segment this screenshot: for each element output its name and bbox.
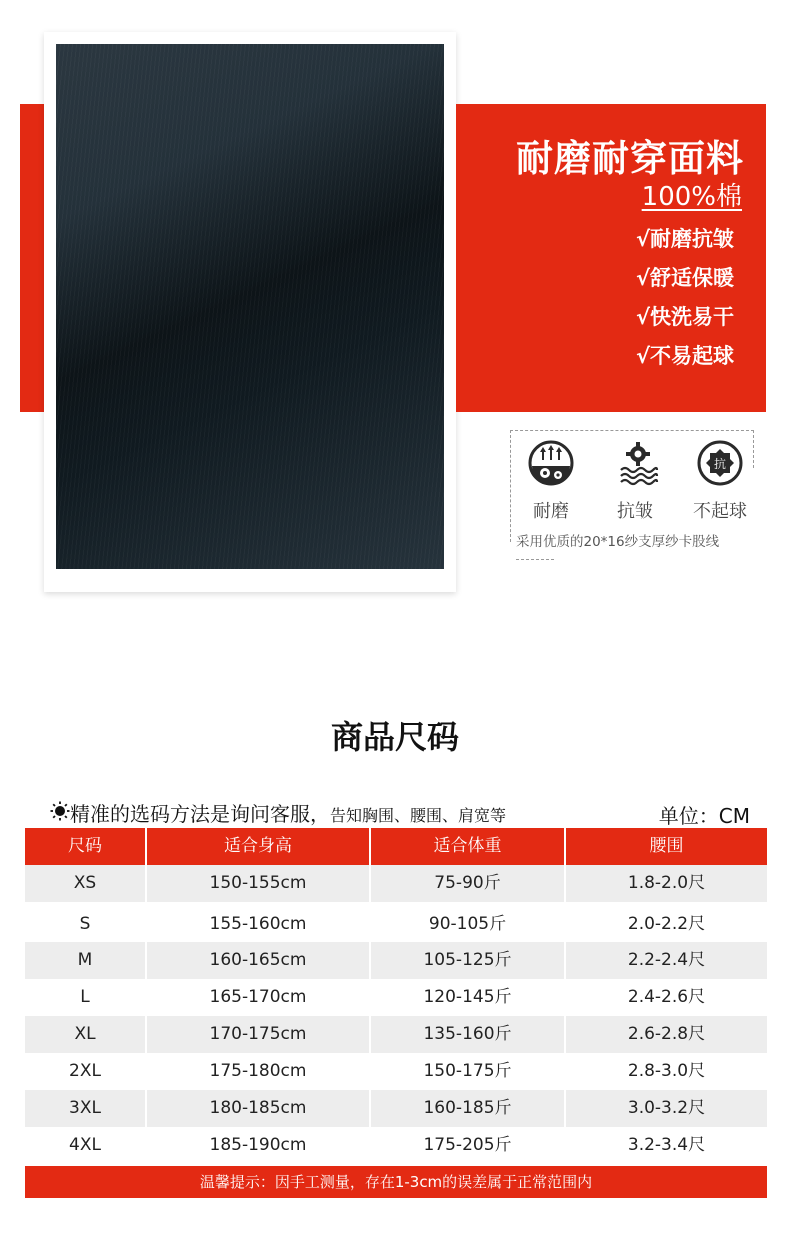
fabric-material: 100%棉	[641, 182, 742, 212]
cell-weight: 150-175斤	[423, 1061, 512, 1081]
cell-size: 2XL	[69, 1061, 101, 1081]
cell-waist: 2.0-2.2尺	[627, 914, 706, 934]
cell-height: 185-190cm	[209, 1135, 307, 1155]
cell-size: XL	[25, 1016, 145, 1053]
fabric-photo-frame	[44, 32, 456, 592]
cell-weight: 75-90斤	[371, 865, 564, 902]
size-note-row	[50, 798, 760, 826]
cell-waist: 3.0-3.2尺	[566, 1090, 767, 1127]
cell-weight: 120-145斤	[423, 987, 512, 1007]
cell-size: 4XL	[69, 1135, 101, 1155]
feature-item: √不易起球	[635, 344, 734, 368]
header-weight: 适合体重	[371, 828, 564, 865]
table-row	[25, 865, 767, 902]
header-size: 尺码	[25, 828, 145, 865]
cell-height: 170-175cm	[147, 1016, 369, 1053]
fabric-title: 耐磨耐穿面料	[516, 137, 744, 180]
header-height: 适合身高	[147, 828, 369, 865]
feature-label-pilling: 不起球	[693, 501, 747, 522]
feature-label-wear: 耐磨	[533, 501, 569, 522]
feature-label-wrinkle: 抗皱	[617, 501, 653, 522]
wear-resistant-icon	[528, 440, 574, 486]
decor-red-bar	[20, 104, 44, 412]
cell-height: 180-185cm	[147, 1090, 369, 1127]
table-row	[25, 1053, 767, 1090]
cell-height: 175-180cm	[209, 1061, 307, 1081]
cell-weight: 105-125斤	[371, 942, 564, 979]
fabric-yarn-note: 采用优质的20*16纱支厚纱卡股线	[516, 534, 720, 550]
table-row	[25, 1127, 767, 1164]
size-advice-main: 精准的选码方法是询问客服，	[70, 802, 330, 826]
feature-item: √耐磨抗皱	[635, 227, 734, 251]
cell-height: 160-165cm	[147, 942, 369, 979]
table-row	[25, 979, 767, 1016]
size-chart-title: 商品尺码	[330, 718, 459, 756]
cell-weight: 160-185斤	[371, 1090, 564, 1127]
size-advice-detail: 告知胸围、腰围、肩宽等	[330, 806, 507, 825]
cell-height: 155-160cm	[209, 914, 307, 934]
cell-weight: 90-105斤	[428, 914, 507, 934]
cell-size: 3XL	[25, 1090, 145, 1127]
table-row	[25, 1090, 767, 1127]
size-advice	[70, 798, 506, 827]
anti-pilling-badge: 抗	[713, 457, 727, 471]
feature-icons-box	[510, 430, 754, 560]
cell-waist: 2.6-2.8尺	[566, 1016, 767, 1053]
cell-waist: 2.4-2.6尺	[627, 987, 706, 1007]
cell-height: 150-155cm	[147, 865, 369, 902]
cell-height: 165-170cm	[209, 987, 307, 1007]
cell-waist: 1.8-2.0尺	[566, 865, 767, 902]
feature-list	[636, 220, 734, 376]
fabric-info-panel	[456, 104, 766, 412]
cell-size: L	[80, 987, 90, 1007]
table-row	[25, 902, 767, 942]
table-header	[25, 828, 767, 865]
header-waist: 腰围	[566, 828, 767, 865]
cell-waist: 3.2-3.4尺	[627, 1135, 706, 1155]
anti-wrinkle-icon	[615, 440, 661, 486]
fabric-photo	[56, 44, 444, 569]
unit-label: 单位：CM	[658, 804, 750, 828]
size-table	[25, 828, 767, 1164]
feature-item: √快洗易干	[635, 305, 734, 329]
cell-size: M	[25, 942, 145, 979]
cell-waist: 2.2-2.4尺	[566, 942, 767, 979]
cell-size: XS	[25, 865, 145, 902]
table-row	[25, 1016, 767, 1053]
cell-size: S	[79, 914, 91, 934]
cell-weight: 135-160斤	[371, 1016, 564, 1053]
feature-item: √舒适保暖	[635, 266, 734, 290]
cell-weight: 175-205斤	[423, 1135, 512, 1155]
table-row	[25, 942, 767, 979]
sun-icon	[50, 801, 70, 821]
cell-waist: 2.8-3.0尺	[627, 1061, 706, 1081]
measurement-tip: 温馨提示：因手工测量，存在1-3cm的误差属于正常范围内	[25, 1166, 767, 1198]
anti-pilling-icon	[697, 440, 743, 486]
